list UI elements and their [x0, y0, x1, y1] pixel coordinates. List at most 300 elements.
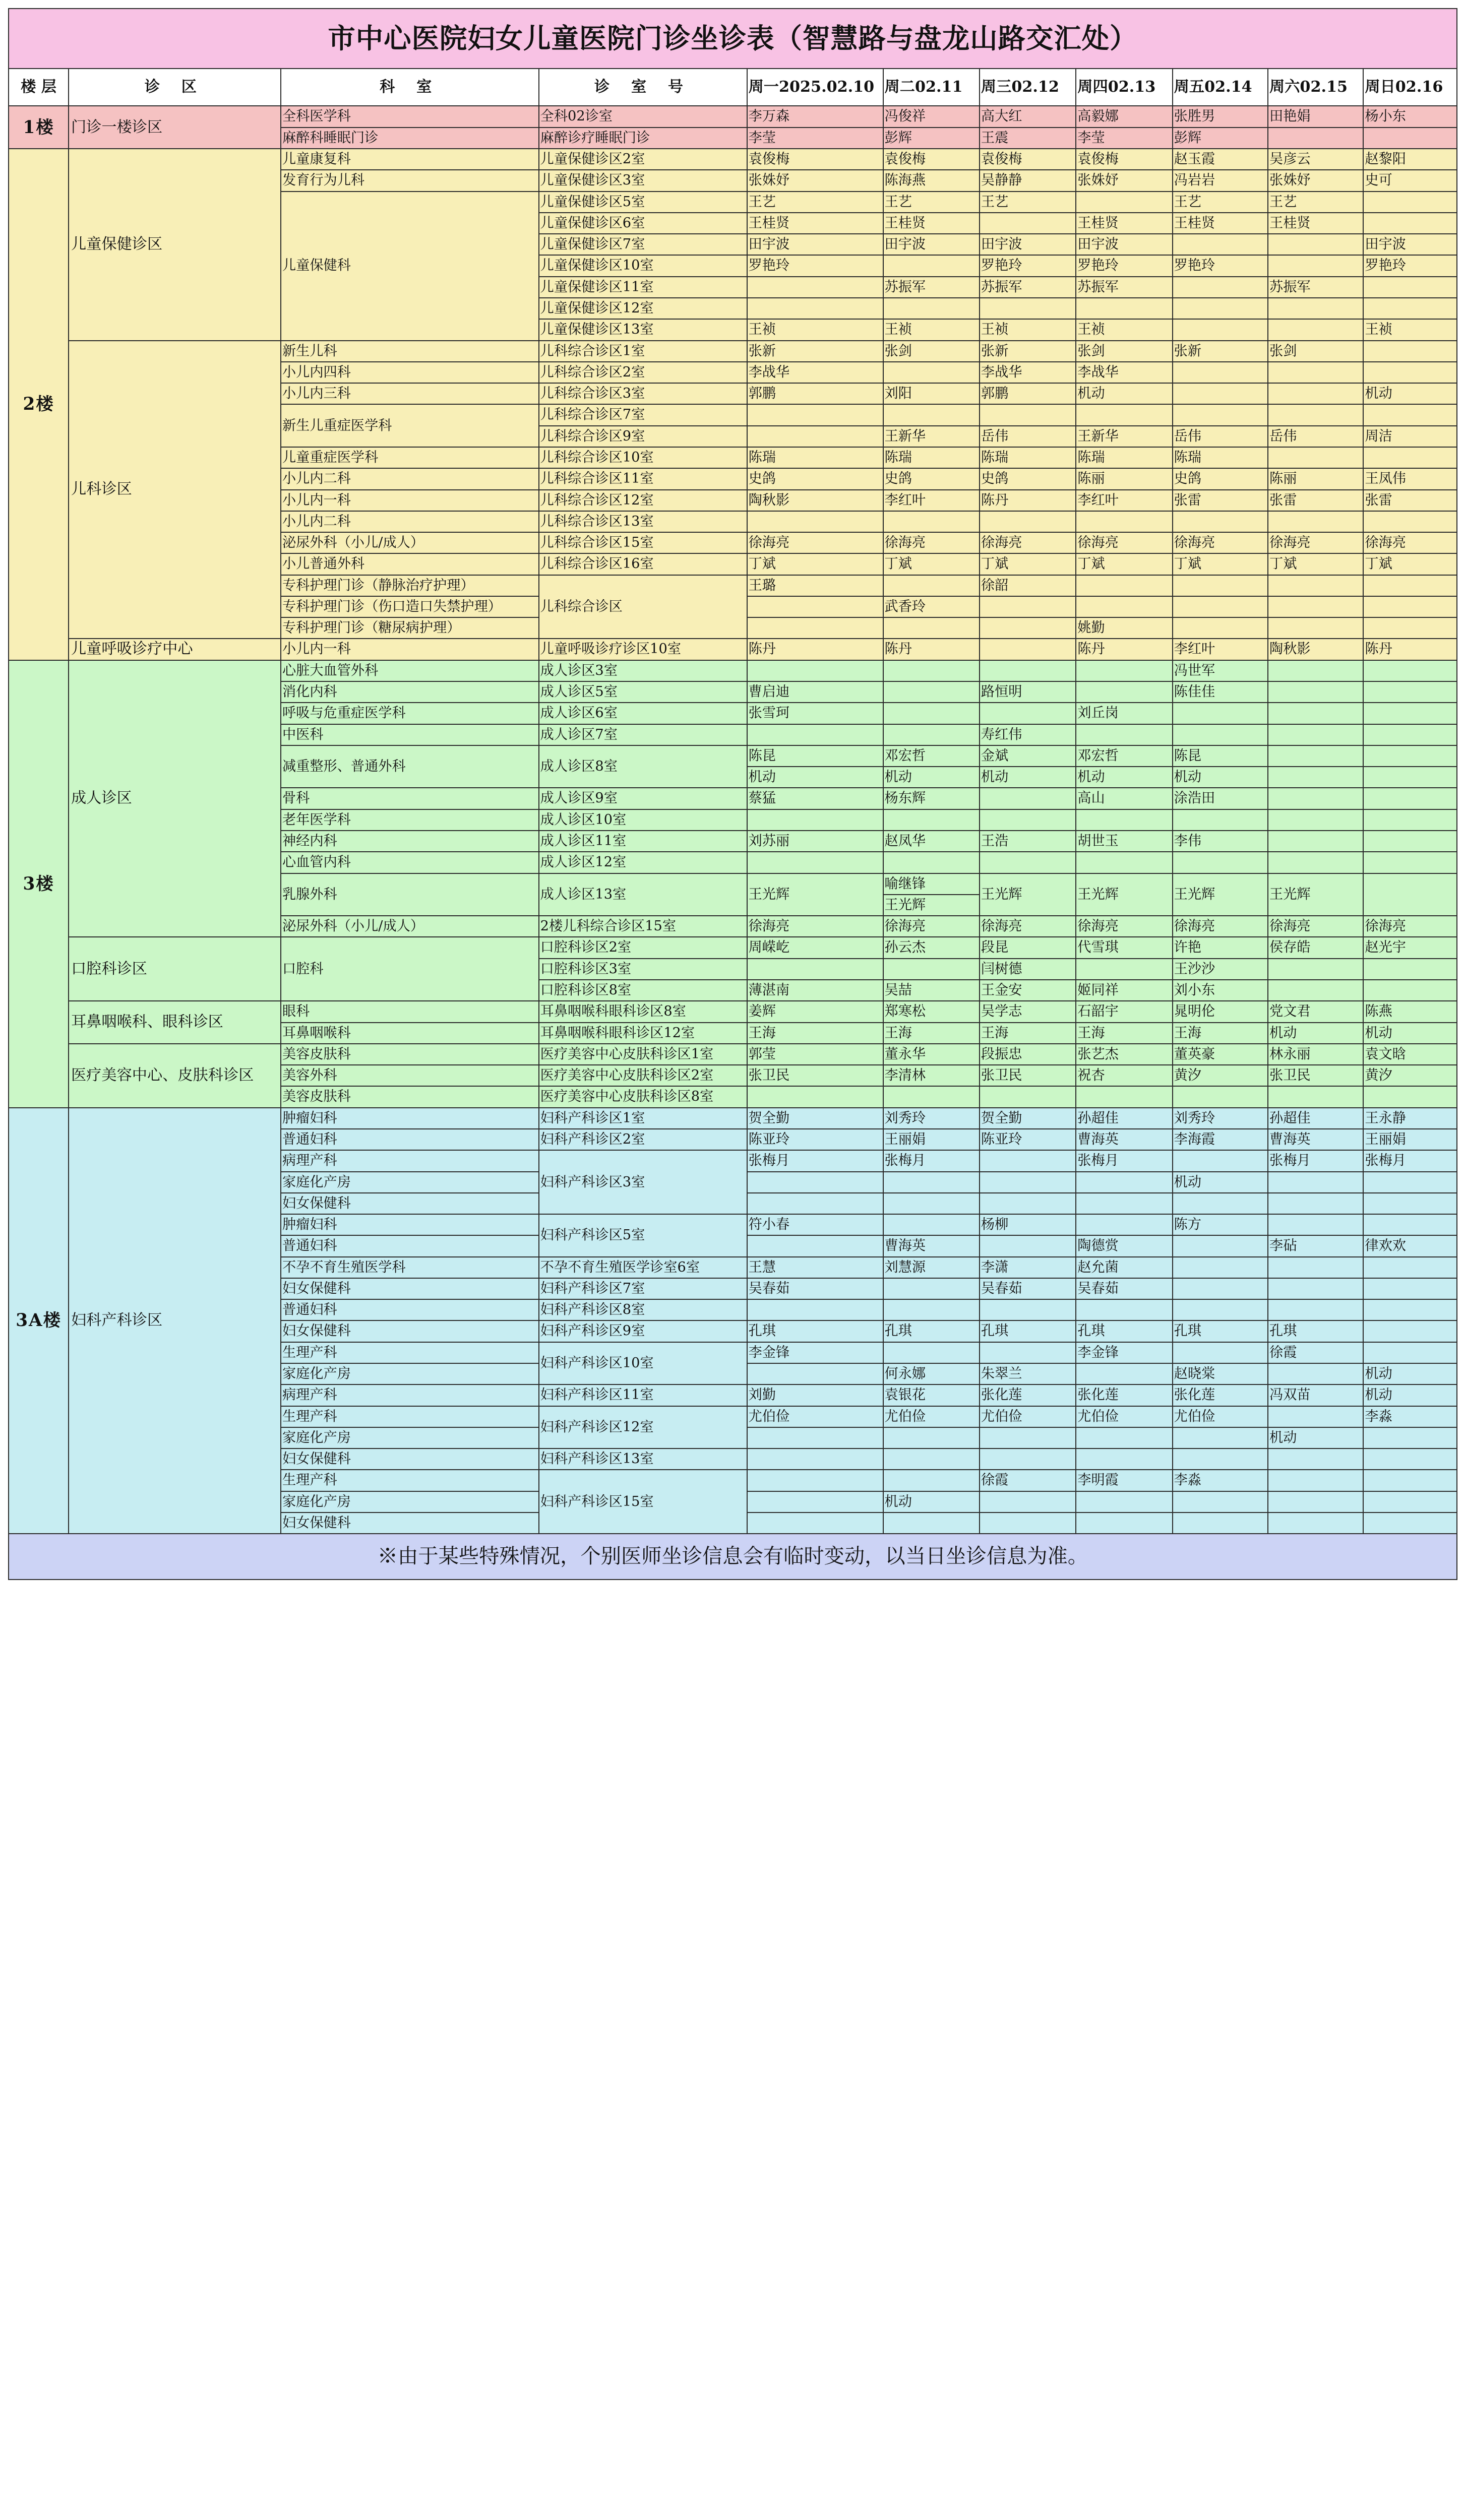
doctor-cell: 徐海亮: [883, 916, 980, 937]
doctor-cell: [1076, 1172, 1172, 1193]
doctor-cell: [1076, 404, 1172, 425]
doctor-cell: [883, 298, 980, 319]
room-cell: 儿童保健诊区10室: [539, 255, 747, 276]
doctor-cell: 王艺: [1173, 192, 1268, 213]
room-cell: 妇科产科诊区3室: [539, 1150, 747, 1214]
doctor-cell: [1173, 617, 1268, 639]
department-cell: 普通妇科: [281, 1129, 539, 1150]
doctor-cell: [1363, 511, 1456, 532]
doctor-cell: 王海: [1173, 1023, 1268, 1044]
doctor-cell: [1363, 1491, 1456, 1513]
doctor-cell: [1076, 1491, 1172, 1513]
doctor-cell: [1173, 1150, 1268, 1171]
doctor-cell: 闫树德: [980, 959, 1076, 980]
doctor-cell: [1268, 1406, 1363, 1427]
doctor-cell: 田艳娟: [1268, 106, 1363, 127]
doctor-cell: 丁斌: [883, 553, 980, 575]
doctor-cell: 尤伯俭: [980, 1406, 1076, 1427]
doctor-cell: 丁斌: [1076, 553, 1172, 575]
room-cell: 成人诊区3室: [539, 660, 747, 681]
doctor-cell: [1076, 1513, 1172, 1534]
doctor-cell: [1076, 681, 1172, 703]
doctor-cell: 陈丽: [1268, 468, 1363, 489]
doctor-cell: 符小春: [747, 1214, 883, 1235]
doctor-cell: [747, 426, 883, 447]
doctor-cell: 薄湛南: [747, 980, 883, 1001]
header-day-fri: 周五02.14: [1173, 69, 1268, 106]
department-cell: 小儿内二科: [281, 511, 539, 532]
doctor-cell: [980, 809, 1076, 831]
doctor-cell: [1268, 980, 1363, 1001]
doctor-cell: [980, 511, 1076, 532]
doctor-cell: [1173, 575, 1268, 596]
doctor-cell: 陈丽: [1076, 468, 1172, 489]
doctor-cell: [883, 1470, 980, 1491]
doctor-cell: 杨东辉: [883, 788, 980, 809]
doctor-cell: [883, 1086, 980, 1107]
doctor-cell: [1076, 192, 1172, 213]
doctor-cell: 许艳: [1173, 937, 1268, 958]
doctor-cell: 郑寒松: [883, 1001, 980, 1022]
department-cell: 生理产科: [281, 1470, 539, 1491]
doctor-cell: 王桂贤: [1076, 213, 1172, 234]
doctor-cell: [1268, 1257, 1363, 1278]
doctor-cell: [1076, 1086, 1172, 1107]
doctor-cell: 张剑: [1268, 341, 1363, 362]
doctor-cell: 史鸽: [747, 468, 883, 489]
department-cell: 妇女保健科: [281, 1513, 539, 1534]
doctor-cell: [747, 1427, 883, 1448]
doctor-cell: [1363, 809, 1456, 831]
department-cell: 不孕不育生殖医学科: [281, 1257, 539, 1278]
zone-label: 儿童呼吸诊疗中心: [69, 639, 281, 660]
doctor-cell: 赵光宇: [1363, 937, 1456, 958]
doctor-cell: 王光辉: [1268, 873, 1363, 916]
department-cell: 普通妇科: [281, 1299, 539, 1320]
room-cell: 儿科综合诊区: [539, 575, 747, 639]
doctor-cell: 曹海英: [1076, 1129, 1172, 1150]
doctor-cell: [980, 703, 1076, 724]
doctor-cell: 曹海英: [883, 1235, 980, 1256]
room-cell: 妇科产科诊区7室: [539, 1278, 747, 1299]
doctor-cell: [1363, 1320, 1456, 1342]
table-row: [9, 639, 1457, 660]
doctor-cell: 赵允菌: [1076, 1257, 1172, 1278]
doctor-cell: [1363, 1513, 1456, 1534]
doctor-cell: [747, 1086, 883, 1107]
doctor-cell: 机动: [1363, 1363, 1456, 1384]
doctor-cell: 王新华: [1076, 426, 1172, 447]
doctor-cell: [1076, 1214, 1172, 1235]
doctor-cell: [1363, 575, 1456, 596]
doctor-cell: [883, 1448, 980, 1470]
doctor-cell: [1363, 1427, 1456, 1448]
doctor-cell: [883, 404, 980, 425]
room-cell: 儿童保健诊区11室: [539, 277, 747, 298]
room-cell: 儿童保健诊区5室: [539, 192, 747, 213]
doctor-cell: [1363, 596, 1456, 617]
doctor-cell: 郭莹: [747, 1044, 883, 1065]
department-cell: 全科医学科: [281, 106, 539, 127]
room-cell: 医疗美容中心皮肤科诊区8室: [539, 1086, 747, 1107]
doctor-cell: 徐海亮: [1268, 916, 1363, 937]
room-cell: 妇科产科诊区13室: [539, 1448, 747, 1470]
doctor-cell: [1076, 1193, 1172, 1214]
doctor-cell: 袁俊梅: [747, 149, 883, 170]
doctor-cell: 田宇波: [1076, 234, 1172, 255]
doctor-cell: 徐海亮: [980, 916, 1076, 937]
doctor-cell: [1173, 724, 1268, 745]
doctor-cell: [747, 1491, 883, 1513]
doctor-cell: [1076, 511, 1172, 532]
doctor-cell: 张化莲: [1173, 1384, 1268, 1406]
department-cell: 妇女保健科: [281, 1193, 539, 1214]
doctor-cell: 赵黎阳: [1363, 149, 1456, 170]
department-cell: 麻醉科睡眠门诊: [281, 128, 539, 149]
zone-label: 儿科诊区: [69, 341, 281, 639]
doctor-cell: 田宇波: [883, 234, 980, 255]
doctor-cell: [1173, 1086, 1268, 1107]
room-cell: 儿科综合诊区1室: [539, 341, 747, 362]
footer-note: ※由于某些特殊情况，个别医师坐诊信息会有临时变动，以当日坐诊信息为准。: [9, 1534, 1457, 1580]
room-cell: 儿童保健诊区2室: [539, 149, 747, 170]
doctor-cell: 机动: [1268, 1427, 1363, 1448]
doctor-cell: [1363, 852, 1456, 873]
doctor-cell: 机动: [883, 1491, 980, 1513]
room-cell: 儿童保健诊区7室: [539, 234, 747, 255]
department-cell: 专科护理门诊（糖尿病护理）: [281, 617, 539, 639]
doctor-cell: [1173, 1193, 1268, 1214]
doctor-cell: 金斌: [980, 745, 1076, 767]
doctor-cell: [1173, 234, 1268, 255]
doctor-cell: 段昆: [980, 937, 1076, 958]
department-cell: 专科护理门诊（伤口造口失禁护理）: [281, 596, 539, 617]
doctor-cell: [883, 1172, 980, 1193]
doctor-cell: 王浩: [980, 831, 1076, 852]
doctor-cell: [1076, 1427, 1172, 1448]
doctor-cell: [1363, 617, 1456, 639]
doctor-cell: [1268, 319, 1363, 340]
doctor-cell: 黄汐: [1363, 1065, 1456, 1086]
doctor-cell: [1363, 1299, 1456, 1320]
doctor-cell: [980, 1427, 1076, 1448]
room-cell: 儿科综合诊区11室: [539, 468, 747, 489]
doctor-cell: 王丽娟: [1363, 1129, 1456, 1150]
room-cell: 成人诊区8室: [539, 745, 747, 788]
doctor-cell: [1268, 298, 1363, 319]
doctor-cell: 张胜男: [1173, 106, 1268, 127]
zone-label: 口腔科诊区: [69, 937, 281, 1001]
doctor-cell: 李潇: [980, 1257, 1076, 1278]
doctor-cell: 张梅月: [1268, 1150, 1363, 1171]
doctor-cell: [1268, 447, 1363, 468]
doctor-cell: 侯存皓: [1268, 937, 1363, 958]
room-cell: 妇科产科诊区5室: [539, 1214, 747, 1257]
doctor-cell: [883, 660, 980, 681]
doctor-cell: 机动: [1076, 767, 1172, 788]
department-cell: 儿童保健科: [281, 192, 539, 341]
header-day-sun: 周日02.16: [1363, 69, 1456, 106]
room-cell: 不孕不育生殖医学诊室6室: [539, 1257, 747, 1278]
doctor-cell: 机动: [1076, 383, 1172, 404]
doctor-cell: [1268, 1299, 1363, 1320]
room-cell: 儿童保健诊区6室: [539, 213, 747, 234]
doctor-cell: [1268, 724, 1363, 745]
doctor-cell: [980, 788, 1076, 809]
doctor-cell: 朱翠兰: [980, 1363, 1076, 1384]
doctor-cell: [1268, 234, 1363, 255]
doctor-cell: 党文君: [1268, 1001, 1363, 1022]
doctor-cell: 吴彦云: [1268, 149, 1363, 170]
header-day-tue: 周二02.11: [883, 69, 980, 106]
doctor-cell: [1268, 831, 1363, 852]
department-cell: 呼吸与危重症医学科: [281, 703, 539, 724]
doctor-cell: 张雷: [1173, 490, 1268, 511]
doctor-cell: 王艺: [980, 192, 1076, 213]
doctor-cell: [1076, 1363, 1172, 1384]
doctor-cell: [1173, 1299, 1268, 1320]
doctor-cell: 李明霞: [1076, 1470, 1172, 1491]
doctor-cell: [980, 1235, 1076, 1256]
doctor-cell: [1173, 298, 1268, 319]
doctor-cell: [1268, 745, 1363, 767]
room-cell: 成人诊区6室: [539, 703, 747, 724]
department-cell: 发育行为儿科: [281, 170, 539, 191]
doctor-cell: [883, 1299, 980, 1320]
room-cell: 2楼儿科综合诊区15室: [539, 916, 747, 937]
doctor-cell: 张卫民: [1268, 1065, 1363, 1086]
doctor-cell: 刘苏丽: [747, 831, 883, 852]
doctor-cell: [747, 617, 883, 639]
doctor-cell: 尤伯俭: [1173, 1406, 1268, 1427]
room-cell: 医疗美容中心皮肤科诊区1室: [539, 1044, 747, 1065]
doctor-cell: [1363, 1214, 1456, 1235]
department-cell: 妇女保健科: [281, 1320, 539, 1342]
doctor-cell: [883, 809, 980, 831]
doctor-cell: 赵晓棠: [1173, 1363, 1268, 1384]
doctor-cell: 孔琪: [1076, 1320, 1172, 1342]
doctor-cell: [747, 852, 883, 873]
doctor-cell: [1363, 277, 1456, 298]
doctor-cell: [1076, 724, 1172, 745]
doctor-cell: 王沙沙: [1173, 959, 1268, 980]
doctor-cell: 曹海英: [1268, 1129, 1363, 1150]
table-row: [9, 1044, 1457, 1065]
doctor-cell: [980, 213, 1076, 234]
doctor-cell: 王祯: [883, 319, 980, 340]
doctor-cell: [883, 852, 980, 873]
doctor-cell: [1173, 1427, 1268, 1448]
doctor-cell: [1268, 1086, 1363, 1107]
doctor-cell: 董英豪: [1173, 1044, 1268, 1065]
doctor-cell: [1363, 404, 1456, 425]
doctor-cell: 姬同祥: [1076, 980, 1172, 1001]
doctor-cell: 尤伯俭: [1076, 1406, 1172, 1427]
doctor-cell: 吴学志: [980, 1001, 1076, 1022]
doctor-cell: [1173, 1235, 1268, 1256]
zone-label: 医疗美容中心、皮肤科诊区: [69, 1044, 281, 1108]
doctor-cell: 岳伟: [980, 426, 1076, 447]
doctor-cell: 丁斌: [980, 553, 1076, 575]
room-cell: 儿科综合诊区9室: [539, 426, 747, 447]
room-cell: 妇科产科诊区1室: [539, 1108, 747, 1129]
doctor-cell: [1268, 959, 1363, 980]
doctor-cell: 张剑: [1076, 341, 1172, 362]
doctor-cell: 刘丘岗: [1076, 703, 1172, 724]
doctor-cell: 机动: [1173, 1172, 1268, 1193]
doctor-cell: 机动: [1363, 383, 1456, 404]
doctor-cell: 王海: [883, 1023, 980, 1044]
doctor-cell: 徐海亮: [747, 532, 883, 553]
doctor-cell: [883, 1342, 980, 1363]
doctor-cell: 吴春茹: [980, 1278, 1076, 1299]
doctor-cell: 陈丹: [1363, 639, 1456, 660]
doctor-cell: 李海霞: [1173, 1129, 1268, 1150]
doctor-cell: 王璐: [747, 575, 883, 596]
doctor-cell: [1268, 1278, 1363, 1299]
doctor-cell: 王祯: [980, 319, 1076, 340]
doctor-cell: 贺全勤: [980, 1108, 1076, 1129]
doctor-cell: 陶秋影: [1268, 639, 1363, 660]
doctor-cell: 涂浩田: [1173, 788, 1268, 809]
doctor-cell: [1173, 1278, 1268, 1299]
doctor-cell: 丁斌: [747, 553, 883, 575]
doctor-cell: 武香玲: [883, 596, 980, 617]
doctor-cell: [747, 1193, 883, 1214]
doctor-cell: [883, 703, 980, 724]
room-cell: 妇科产科诊区9室: [539, 1320, 747, 1342]
doctor-cell: 王光辉: [1173, 873, 1268, 916]
header-room: 诊 室 号: [539, 69, 747, 106]
doctor-cell: [1363, 660, 1456, 681]
table-row: [9, 660, 1457, 681]
doctor-cell: [1363, 681, 1456, 703]
doctor-cell: [883, 511, 980, 532]
room-cell: 妇科产科诊区2室: [539, 1129, 747, 1150]
doctor-cell: 王艺: [883, 192, 980, 213]
doctor-cell: [883, 1278, 980, 1299]
doctor-cell: [747, 1448, 883, 1470]
doctor-cell: [1268, 681, 1363, 703]
department-cell: 新生儿科: [281, 341, 539, 362]
doctor-cell: 蔡猛: [747, 788, 883, 809]
doctor-cell: 岳伟: [1173, 426, 1268, 447]
doctor-cell: 吴春茹: [1076, 1278, 1172, 1299]
doctor-cell: [1173, 362, 1268, 383]
room-cell: 儿童保健诊区12室: [539, 298, 747, 319]
doctor-cell: [1173, 319, 1268, 340]
room-cell: 妇科产科诊区10室: [539, 1342, 747, 1385]
schedule-table: [8, 8, 1457, 1580]
doctor-cell: [980, 639, 1076, 660]
doctor-cell: 赵玉霞: [1173, 149, 1268, 170]
doctor-cell: 李红叶: [883, 490, 980, 511]
department-cell: 家庭化产房: [281, 1491, 539, 1513]
doctor-cell: 陈丹: [1076, 639, 1172, 660]
floor-label: 2楼: [9, 149, 69, 660]
doctor-cell: 张梅月: [1363, 1150, 1456, 1171]
doctor-cell: 机动: [1173, 767, 1268, 788]
doctor-cell: 岳伟: [1268, 426, 1363, 447]
doctor-cell: 王金安: [980, 980, 1076, 1001]
doctor-cell: 律欢欢: [1363, 1235, 1456, 1256]
doctor-cell: 贺全勤: [747, 1108, 883, 1129]
doctor-cell: [1268, 383, 1363, 404]
department-cell: 小儿内一科: [281, 639, 539, 660]
doctor-cell: [1363, 298, 1456, 319]
doctor-cell: [1363, 1342, 1456, 1363]
doctor-cell: [1268, 596, 1363, 617]
header-row: [9, 69, 1457, 106]
room-cell: 妇科产科诊区11室: [539, 1384, 747, 1406]
doctor-cell: [1268, 575, 1363, 596]
doctor-cell: [1363, 1086, 1456, 1107]
doctor-cell: 石韶宇: [1076, 1001, 1172, 1022]
doctor-cell: 吴静静: [980, 170, 1076, 191]
doctor-cell: [1268, 1470, 1363, 1491]
doctor-cell: [980, 617, 1076, 639]
doctor-cell: 张剑: [883, 341, 980, 362]
doctor-cell: 罗艳玲: [980, 255, 1076, 276]
department-cell: 儿童重症医学科: [281, 447, 539, 468]
doctor-cell: 罗艳玲: [1173, 255, 1268, 276]
doctor-cell: 张卫民: [747, 1065, 883, 1086]
doctor-cell: 徐霞: [1268, 1342, 1363, 1363]
doctor-cell: [1173, 852, 1268, 873]
room-cell: 成人诊区7室: [539, 724, 747, 745]
doctor-cell: 王永静: [1363, 1108, 1456, 1129]
room-cell: 儿童呼吸诊疗诊区10室: [539, 639, 747, 660]
doctor-cell: 王桂贤: [747, 213, 883, 234]
doctor-cell: 陈佳佳: [1173, 681, 1268, 703]
doctor-cell: 徐海亮: [1173, 916, 1268, 937]
department-cell: 消化内科: [281, 681, 539, 703]
doctor-cell: [1268, 511, 1363, 532]
doctor-cell: 郭鹏: [747, 383, 883, 404]
doctor-cell: [1173, 404, 1268, 425]
table-row: [9, 106, 1457, 127]
doctor-cell: [1363, 980, 1456, 1001]
doctor-cell: [980, 1150, 1076, 1171]
table-row: [9, 937, 1457, 958]
doctor-cell: [980, 1193, 1076, 1214]
doctor-cell: 张艺杰: [1076, 1044, 1172, 1065]
doctor-cell: 刘秀玲: [883, 1108, 980, 1129]
doctor-cell: [1076, 596, 1172, 617]
doctor-cell: 李砧: [1268, 1235, 1363, 1256]
doctor-cell: 陈瑞: [747, 447, 883, 468]
doctor-cell: [883, 724, 980, 745]
doctor-cell: [980, 404, 1076, 425]
room-cell: 成人诊区10室: [539, 809, 747, 831]
doctor-cell: 徐海亮: [1268, 532, 1363, 553]
doctor-cell: [1076, 298, 1172, 319]
room-cell: 成人诊区11室: [539, 831, 747, 852]
doctor-cell: 晁明伦: [1173, 1001, 1268, 1022]
doctor-cell: 袁文晗: [1363, 1044, 1456, 1065]
floor-label: 3A楼: [9, 1108, 69, 1534]
doctor-cell: 李莹: [747, 128, 883, 149]
doctor-cell: 史鸽: [883, 468, 980, 489]
doctor-cell: 王凤伟: [1363, 468, 1456, 489]
doctor-cell: 机动: [1363, 1023, 1456, 1044]
doctor-cell: 罗艳玲: [747, 255, 883, 276]
doctor-cell: [883, 617, 980, 639]
room-cell: 医疗美容中心皮肤科诊区2室: [539, 1065, 747, 1086]
doctor-cell: 李清林: [883, 1065, 980, 1086]
doctor-cell: 徐韶: [980, 575, 1076, 596]
doctor-cell: 张化莲: [1076, 1384, 1172, 1406]
